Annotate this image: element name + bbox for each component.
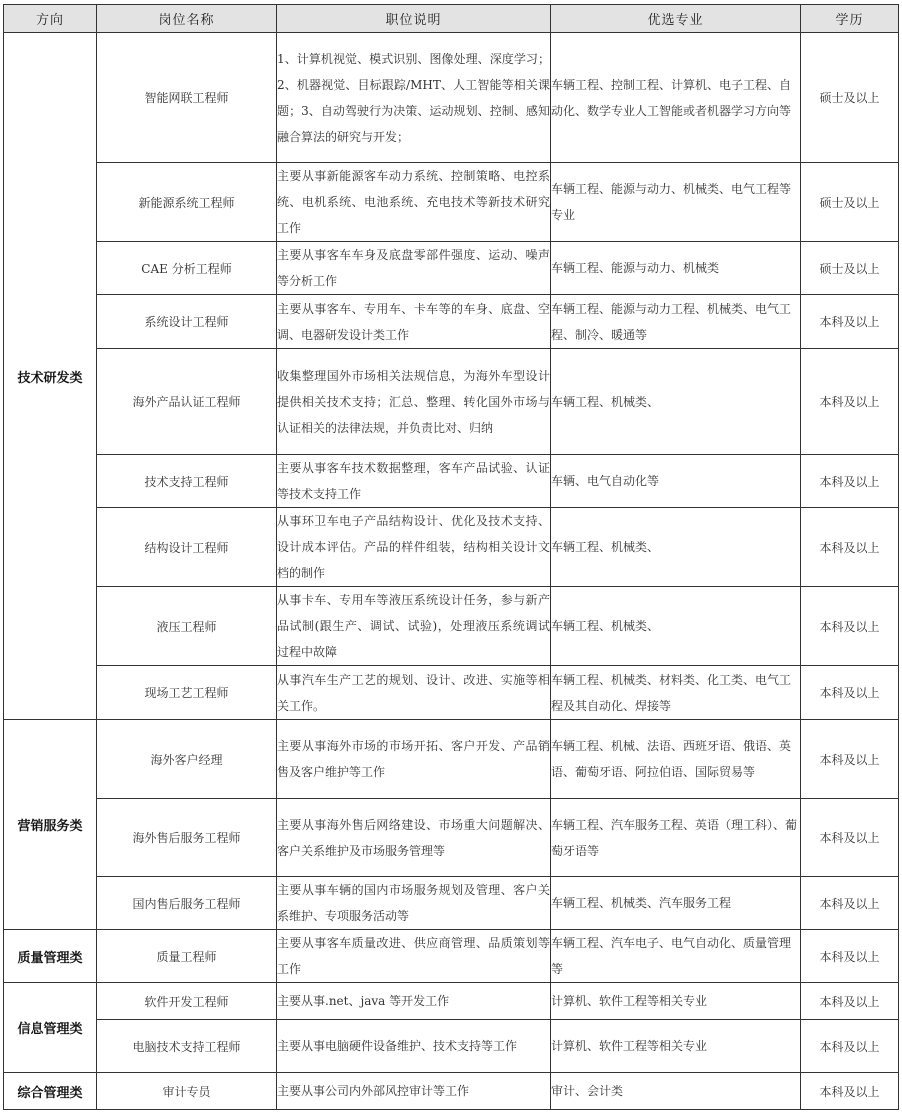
group-info: 信息管理类 (4, 983, 97, 1073)
position-major: 审计、会计类 (551, 1073, 801, 1110)
position-education: 本科及以上 (801, 983, 899, 1020)
position-description: 1、计算机视觉、模式识别、图像处理、深度学习；2、机器视觉、目标跟踪/MHT、人工智能等相关课题；3、自动驾驶行为决策、运动规划、控制、感知融合算法的研究与开发； (277, 33, 551, 163)
table-header-row (4, 5, 899, 33)
table-row (4, 666, 899, 720)
position-description: 主要从事客车车身及底盘零部件强度、运动、噪声等分析工作 (277, 242, 551, 295)
position-title: 海外客户经理 (97, 720, 277, 799)
position-description: 主要从事新能源客车动力系统、控制策略、电控系统、电机系统、电池系统、充电技术等新技术研究工作 (277, 163, 551, 242)
position-title: 质量工程师 (97, 930, 277, 983)
position-education: 本科及以上 (801, 455, 899, 508)
position-major: 计算机、软件工程等相关专业 (551, 1020, 801, 1073)
group-quality: 质量管理类 (4, 930, 97, 983)
table-row (4, 455, 899, 508)
position-title: 技术支持工程师 (97, 455, 277, 508)
header-position: 岗位名称 (97, 5, 277, 33)
position-education: 本科及以上 (801, 666, 899, 720)
position-title: 国内售后服务工程师 (97, 877, 277, 930)
position-title: 审计专员 (97, 1073, 277, 1110)
position-description: 主要从事海外市场的市场开拓、客户开发、产品销售及客户维护等工作 (277, 720, 551, 799)
table-row (4, 1020, 899, 1073)
position-title: 海外售后服务工程师 (97, 799, 277, 877)
position-major: 计算机、软件工程等相关专业 (551, 983, 801, 1020)
position-title: 系统设计工程师 (97, 295, 277, 349)
table-row (4, 295, 899, 349)
table-row (4, 349, 899, 455)
position-education: 本科及以上 (801, 930, 899, 983)
table-row (4, 877, 899, 930)
position-description: 主要从事车辆的国内市场服务规划及管理、客户关系维护、专项服务活动等 (277, 877, 551, 930)
position-major: 车辆工程、控制工程、计算机、电子工程、自动化、数学专业人工智能或者机器学习方向等 (551, 33, 801, 163)
position-description: 主要从事客车质量改进、供应商管理、品质策划等工作 (277, 930, 551, 983)
position-major: 车辆工程、机械、法语、西班牙语、俄语、英语、葡萄牙语、阿拉伯语、国际贸易等 (551, 720, 801, 799)
position-major: 车辆工程、机械类、汽车服务工程 (551, 877, 801, 930)
position-title: 液压工程师 (97, 587, 277, 666)
position-description: 主要从事客车、专用车、卡车等的车身、底盘、空调、电器研发设计类工作 (277, 295, 551, 349)
position-description: 从事汽车生产工艺的规划、设计、改进、实施等相关工作。 (277, 666, 551, 720)
table-row (4, 242, 899, 295)
position-education: 本科及以上 (801, 1073, 899, 1110)
position-major: 车辆工程、机械类、材料类、化工类、电气工程及其自动化、焊接等 (551, 666, 801, 720)
position-education: 本科及以上 (801, 508, 899, 587)
position-education: 硕士及以上 (801, 33, 899, 163)
position-title: 电脑技术支持工程师 (97, 1020, 277, 1073)
header-education: 学历 (801, 5, 899, 33)
header-description: 职位说明 (277, 5, 551, 33)
position-title: 现场工艺工程师 (97, 666, 277, 720)
header-direction: 方向 (4, 5, 97, 33)
position-education: 本科及以上 (801, 877, 899, 930)
position-title: 软件开发工程师 (97, 983, 277, 1020)
position-education: 本科及以上 (801, 799, 899, 877)
position-description: 主要从事.net、java 等开发工作 (277, 983, 551, 1020)
table-row (4, 983, 899, 1020)
position-major: 车辆工程、机械类、 (551, 587, 801, 666)
position-major: 车辆工程、机械类、 (551, 349, 801, 455)
position-title: 海外产品认证工程师 (97, 349, 277, 455)
position-major: 车辆工程、汽车电子、电气自动化、质量管理等 (551, 930, 801, 983)
group-sales: 营销服务类 (4, 720, 97, 930)
position-major: 车辆工程、能源与动力、机械类 (551, 242, 801, 295)
position-education: 本科及以上 (801, 587, 899, 666)
table-row (4, 508, 899, 587)
position-title: CAE 分析工程师 (97, 242, 277, 295)
group-tech: 技术研发类 (4, 33, 97, 720)
position-title: 新能源系统工程师 (97, 163, 277, 242)
position-education: 硕士及以上 (801, 163, 899, 242)
position-major: 车辆工程、机械类、 (551, 508, 801, 587)
position-title: 结构设计工程师 (97, 508, 277, 587)
position-description: 主要从事海外售后网络建设、市场重大问题解决、客户关系维护及市场服务管理等 (277, 799, 551, 877)
position-education: 硕士及以上 (801, 242, 899, 295)
table-row (4, 930, 899, 983)
position-description: 主要从事公司内外部风控审计等工作 (277, 1073, 551, 1110)
position-education: 本科及以上 (801, 1020, 899, 1073)
table-row (4, 1073, 899, 1110)
table-row (4, 720, 899, 799)
table-row (4, 33, 899, 163)
position-description: 从事卡车、专用车等液压系统设计任务，参与新产品试制(跟生产、调试、试验)，处理液压系统调试过程中故障 (277, 587, 551, 666)
position-description: 主要从事电脑硬件设备维护、技术支持等工作 (277, 1020, 551, 1073)
position-title: 智能网联工程师 (97, 33, 277, 163)
position-description: 从事环卫车电子产品结构设计、优化及技术支持、设计成本评估。产品的样件组装，结构相关设计文档的制作 (277, 508, 551, 587)
header-major: 优选专业 (551, 5, 801, 33)
table-row (4, 587, 899, 666)
position-major: 车辆、电气自动化等 (551, 455, 801, 508)
position-description: 收集整理国外市场相关法规信息，为海外车型设计提供相关技术支持；汇总、整理、转化国外市场与认证相关的法律法规，并负责比对、归纳 (277, 349, 551, 455)
position-education: 本科及以上 (801, 720, 899, 799)
group-admin: 综合管理类 (4, 1073, 97, 1110)
position-major: 车辆工程、能源与动力工程、机械类、电气工程、制冷、暖通等 (551, 295, 801, 349)
job-positions-table (3, 4, 899, 1110)
position-education: 本科及以上 (801, 295, 899, 349)
position-major: 车辆工程、能源与动力、机械类、电气工程等专业 (551, 163, 801, 242)
position-major: 车辆工程、汽车服务工程、英语（理工科）、葡萄牙语等 (551, 799, 801, 877)
position-description: 主要从事客车技术数据整理，客车产品试验、认证等技术支持工作 (277, 455, 551, 508)
table-row (4, 799, 899, 877)
position-education: 本科及以上 (801, 349, 899, 455)
table-row (4, 163, 899, 242)
